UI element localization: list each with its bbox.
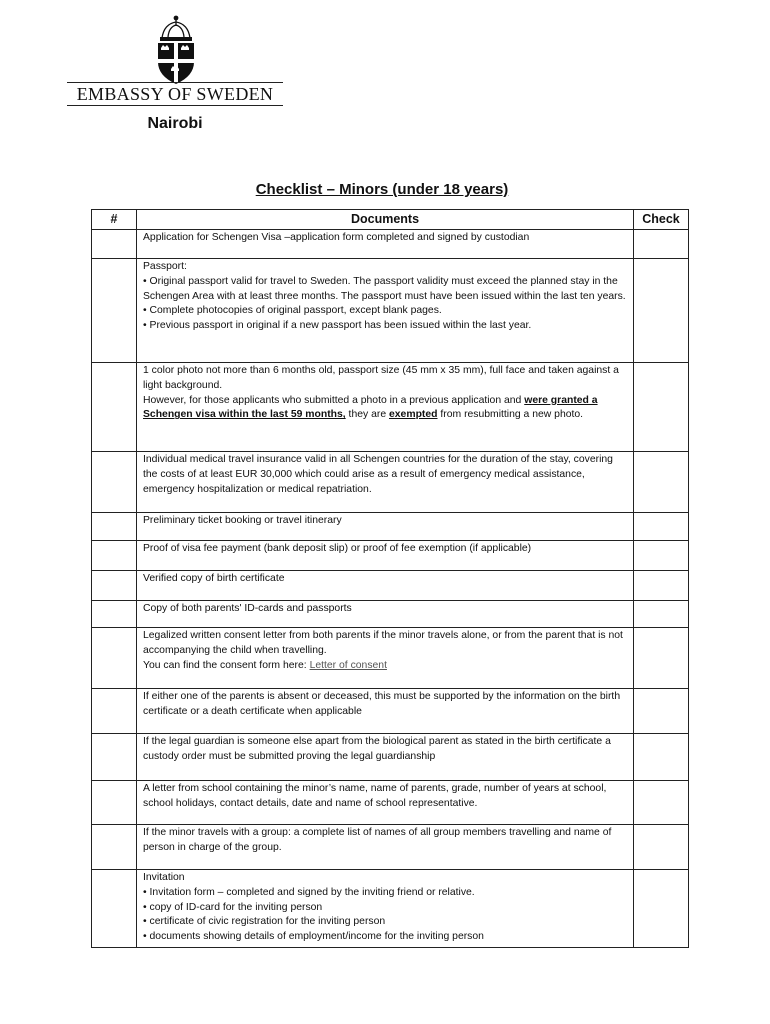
table-row <box>92 452 689 513</box>
table-row <box>92 513 689 541</box>
check-cell[interactable] <box>634 230 689 259</box>
document-line: • Complete photocopies of original passport, except blank pages. <box>143 305 442 317</box>
table-row <box>92 870 689 948</box>
document-line: If either one of the parents is absent or deceased, this must be supported by the information on the birth certificate or a death certificate when applicable <box>143 691 621 717</box>
row-number-cell <box>92 601 137 628</box>
text-span: However, for those applicants who submitted a photo in a previous application and <box>143 394 525 406</box>
row-number-cell <box>92 513 137 541</box>
table-row <box>92 628 689 689</box>
row-number-cell <box>92 825 137 870</box>
row-number-cell <box>92 689 137 734</box>
check-cell[interactable] <box>634 825 689 870</box>
row-number-cell <box>92 541 137 571</box>
document-line: • certificate of civic registration for the inviting person <box>143 916 386 928</box>
check-cell[interactable] <box>634 541 689 571</box>
check-cell[interactable] <box>634 259 689 363</box>
document-line: 1 color photo not more than 6 months old, passport size (45 mm x 35 mm), full face and taken against a light background. <box>143 365 619 391</box>
emphasis-text: were granted a Schengen visa within the last 59 months, <box>143 394 598 421</box>
document-line: • documents showing details of employment/income for the inviting person <box>143 931 484 943</box>
document-cell <box>137 230 634 259</box>
document-line: Verified copy of birth certificate <box>143 573 285 584</box>
document-cell <box>137 601 634 628</box>
column-header-documents: Documents <box>137 210 634 230</box>
document-line <box>143 659 627 674</box>
document-line: • Previous passport in original if a new passport has been issued within the last year. <box>143 320 532 332</box>
document-cell <box>137 571 634 601</box>
check-cell[interactable] <box>634 513 689 541</box>
city-name: Nairobi <box>147 115 203 132</box>
document-line: • Original passport valid for travel to Sweden. The passport validity must exceed the planned stay in the Schengen Area with at least three months. The passport must have been issued within the last ten years. <box>143 275 626 302</box>
table-row <box>92 734 689 781</box>
check-cell[interactable] <box>634 734 689 781</box>
row-number-cell <box>92 259 137 363</box>
document-line <box>143 394 627 424</box>
document-line: Application for Schengen Visa –application form completed and signed by custodian <box>143 232 530 243</box>
text-span: You can find the consent form here: <box>143 659 310 671</box>
document-cell <box>137 734 634 781</box>
table-row <box>92 689 689 734</box>
document-line: Individual medical travel insurance valid in all Schengen countries for the duration of the stay, covering the costs of at least EUR 30,000 which could arise as a result of emergency medical assistance, emergency hospitalization or medical repatriation. <box>143 454 613 495</box>
column-header-number: # <box>92 210 137 230</box>
row-number-cell <box>92 571 137 601</box>
document-cell <box>137 628 634 689</box>
document-line: Copy of both parents' ID-cards and passports <box>143 603 352 614</box>
document-line: • copy of ID-card for the inviting person <box>143 901 323 913</box>
document-line: If the minor travels with a group: a complete list of names of all group members travelling and name of person in charge of the group. <box>143 827 612 853</box>
document-cell <box>137 825 634 870</box>
row-number-cell <box>92 734 137 781</box>
document-cell <box>137 541 634 571</box>
table-row <box>92 825 689 870</box>
page-title: Checklist – Minors (under 18 years) <box>255 181 509 198</box>
text-span: they are <box>345 409 389 421</box>
letter-of-consent-link[interactable]: Letter of consent <box>309 659 387 671</box>
header-rule-top <box>67 82 283 83</box>
document-line: Proof of visa fee payment (bank deposit slip) or proof of fee exemption (if applicable) <box>143 543 532 554</box>
document-line: • Invitation form – completed and signed by the inviting friend or relative. <box>143 886 475 898</box>
checklist-table <box>91 209 689 948</box>
table-row <box>92 363 689 452</box>
organization-name: EMBASSY OF SWEDEN <box>76 84 274 104</box>
document-cell <box>137 513 634 541</box>
row-number-cell <box>92 452 137 513</box>
row-number-cell <box>92 870 137 948</box>
table-row <box>92 259 689 363</box>
check-cell[interactable] <box>634 601 689 628</box>
header-rule-bottom <box>67 105 283 106</box>
check-cell[interactable] <box>634 870 689 948</box>
document-line: Passport: <box>143 261 187 272</box>
document-line: If the legal guardian is someone else apart from the biological parent as stated in the birth certificate a custody order must be submitted proving the legal guardianship <box>143 736 611 762</box>
table-row <box>92 230 689 259</box>
row-number-cell <box>92 230 137 259</box>
row-number-cell <box>92 781 137 825</box>
document-line: A letter from school containing the minor’s name, name of parents, grade, number of years at school, school holidays, contact details, date and name of school representative. <box>143 783 607 809</box>
text-span: from resubmitting a new photo. <box>437 409 584 421</box>
document-cell <box>137 689 634 734</box>
column-header-check: Check <box>634 210 689 230</box>
check-cell[interactable] <box>634 781 689 825</box>
document-cell <box>137 870 634 948</box>
check-cell[interactable] <box>634 363 689 452</box>
row-number-cell <box>92 363 137 452</box>
document-cell <box>137 452 634 513</box>
table-header-row <box>92 210 689 230</box>
document-cell <box>137 259 634 363</box>
check-cell[interactable] <box>634 452 689 513</box>
document-cell <box>137 363 634 452</box>
check-cell[interactable] <box>634 689 689 734</box>
check-cell[interactable] <box>634 571 689 601</box>
table-row <box>92 781 689 825</box>
document-line: Preliminary ticket booking or travel itinerary <box>143 515 342 526</box>
swedish-coat-of-arms-icon <box>150 14 202 86</box>
table-row <box>92 601 689 628</box>
document-line: Invitation <box>143 872 185 883</box>
table-row <box>92 541 689 571</box>
document-line: Legalized written consent letter from both parents if the minor travels alone, or from the parent that is not accompanying the child when travelling. <box>143 630 623 656</box>
check-cell[interactable] <box>634 628 689 689</box>
emphasis-text: exempted <box>389 409 438 421</box>
table-row <box>92 571 689 601</box>
document-cell <box>137 781 634 825</box>
row-number-cell <box>92 628 137 689</box>
